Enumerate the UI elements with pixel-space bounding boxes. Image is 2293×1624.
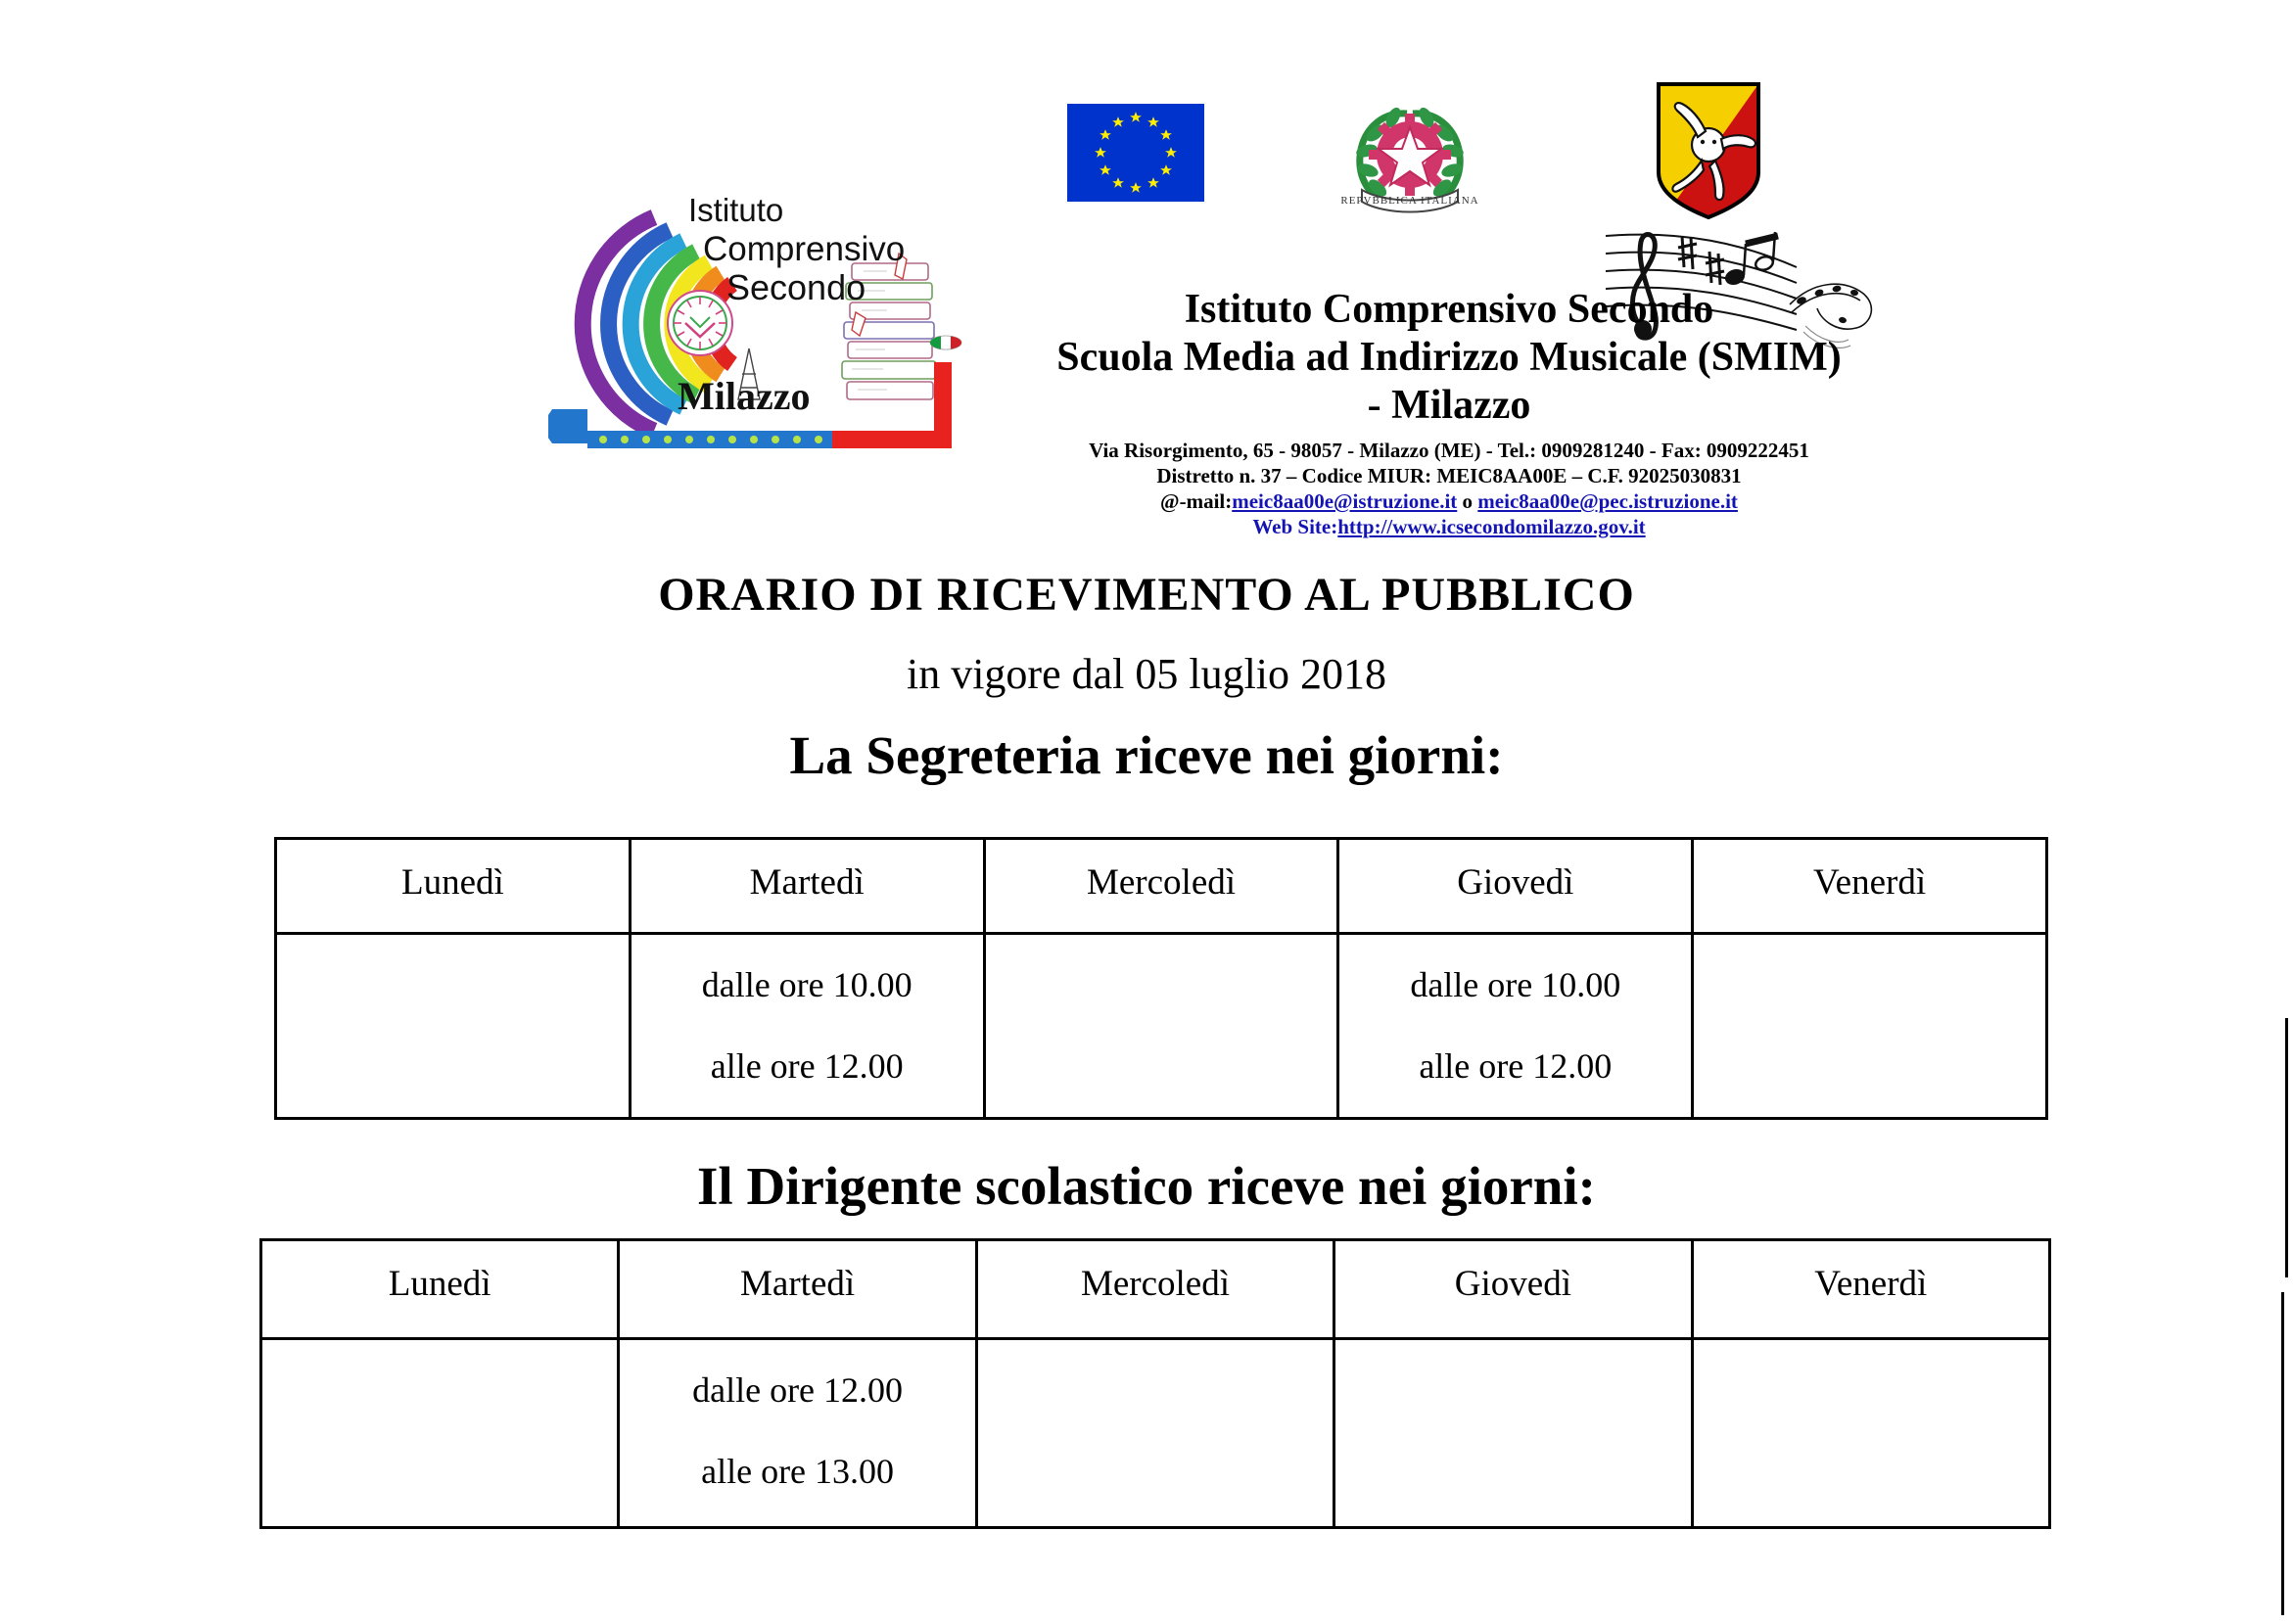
institute-name-line-1: Istituto Comprensivo Secondo (1184, 287, 1714, 332)
schedule-table-segreteria (274, 837, 2048, 1120)
page-edge-rule-upper (2285, 1018, 2288, 1277)
logo-line-1: Istituto (688, 192, 784, 228)
column-header-friday-label: Venerdì (1813, 862, 1927, 903)
cell-tuesday (630, 934, 984, 1119)
table-header-row (276, 839, 2047, 934)
section-heading-segreteria: La Segreteria riceve nei giorni: (789, 725, 1504, 785)
column-header-friday (1693, 839, 2047, 934)
email-separator: o (1462, 489, 1474, 513)
column-header-monday-label: Lunedì (388, 1264, 491, 1304)
cell-tuesday-to: alle ore 13.00 (701, 1452, 895, 1491)
logo-line-3: Secondo (726, 267, 866, 307)
website-line (959, 514, 1939, 539)
email-label: @-mail: (1160, 489, 1233, 513)
column-header-tuesday-label: Martedì (740, 1264, 856, 1304)
column-header-monday (261, 1240, 619, 1339)
cell-monday (276, 934, 631, 1119)
european-union-flag-icon (1067, 104, 1204, 202)
column-header-thursday-label: Giovedì (1457, 862, 1574, 903)
email-link-pec[interactable]: meic8aa00e@pec.istruzione.it (1477, 489, 1738, 513)
italian-republic-emblem-icon (1336, 84, 1483, 221)
logo-line-2: Comprensivo (703, 230, 906, 268)
column-header-tuesday (630, 839, 984, 934)
institute-name-line-2: Scuola Media ad Indirizzo Musicale (SMIM) (1056, 335, 1842, 380)
column-header-wednesday-label: Mercoledì (1086, 862, 1237, 903)
column-header-thursday (1334, 1240, 1692, 1339)
column-header-thursday (1338, 839, 1693, 934)
table-row (276, 934, 2047, 1119)
column-header-thursday-label: Giovedì (1454, 1264, 1571, 1304)
cell-tuesday-from: dalle ore 10.00 (701, 965, 913, 1004)
school-logo (548, 174, 989, 468)
page-edge-rule-lower (2281, 1292, 2284, 1615)
column-header-monday-label: Lunedì (400, 862, 504, 903)
institute-name-line-3: - Milazzo (1367, 383, 1531, 428)
section-heading-dirigente: Il Dirigente scolastico riceve nei giorni: (697, 1156, 1596, 1216)
cell-monday (261, 1339, 619, 1528)
district-code-line: Distretto n. 37 – Codice MIUR: MEIC8AA00E – C.F. 92025030831 (1156, 464, 1742, 487)
table-row (261, 1339, 2050, 1528)
logo-town-text: Milazzo (678, 374, 811, 418)
table-header-row (261, 1240, 2050, 1339)
website-link[interactable]: http://www.icsecondomilazzo.gov.it (1337, 515, 1646, 538)
schedule-table-dirigente (259, 1238, 2051, 1529)
website-label: Web Site: (1252, 515, 1338, 538)
cell-thursday-from: dalle ore 10.00 (1410, 965, 1621, 1004)
cell-friday (1692, 1339, 2049, 1528)
cell-wednesday (976, 1339, 1334, 1528)
column-header-friday (1692, 1240, 2049, 1339)
column-header-monday (276, 839, 631, 934)
column-header-tuesday-label: Martedì (749, 862, 865, 903)
cell-wednesday (984, 934, 1338, 1119)
column-header-tuesday (619, 1240, 976, 1339)
column-header-wednesday-label: Mercoledì (1080, 1264, 1230, 1304)
email-line (959, 488, 1939, 514)
page-title: ORARIO DI RICEVIMENTO AL PUBBLICO (658, 569, 1635, 621)
cell-friday (1693, 934, 2047, 1119)
column-header-wednesday (984, 839, 1338, 934)
email-link-primary[interactable]: meic8aa00e@istruzione.it (1232, 489, 1458, 513)
cell-tuesday (619, 1339, 976, 1528)
emblem-row (1057, 84, 1860, 231)
cell-tuesday-from: dalle ore 12.00 (692, 1370, 904, 1410)
cell-tuesday-to: alle ore 12.00 (710, 1046, 904, 1086)
cell-thursday (1334, 1339, 1692, 1528)
sicilian-region-trinacria-shield-icon (1645, 78, 1772, 225)
cell-thursday-to: alle ore 12.00 (1419, 1046, 1613, 1086)
institute-header-text (959, 286, 1939, 539)
page-subtitle: in vigore dal 05 luglio 2018 (906, 650, 1387, 698)
column-header-wednesday (976, 1240, 1334, 1339)
column-header-friday-label: Venerdì (1814, 1264, 1928, 1304)
italy-emblem-scroll-text: REPVBBLICA ITALIANA (1340, 195, 1479, 207)
address-line: Via Risorgimento, 65 - 98057 - Milazzo (ME) - Tel.: 0909281240 - Fax: 0909222451 (1089, 439, 1809, 462)
cell-thursday (1338, 934, 1693, 1119)
